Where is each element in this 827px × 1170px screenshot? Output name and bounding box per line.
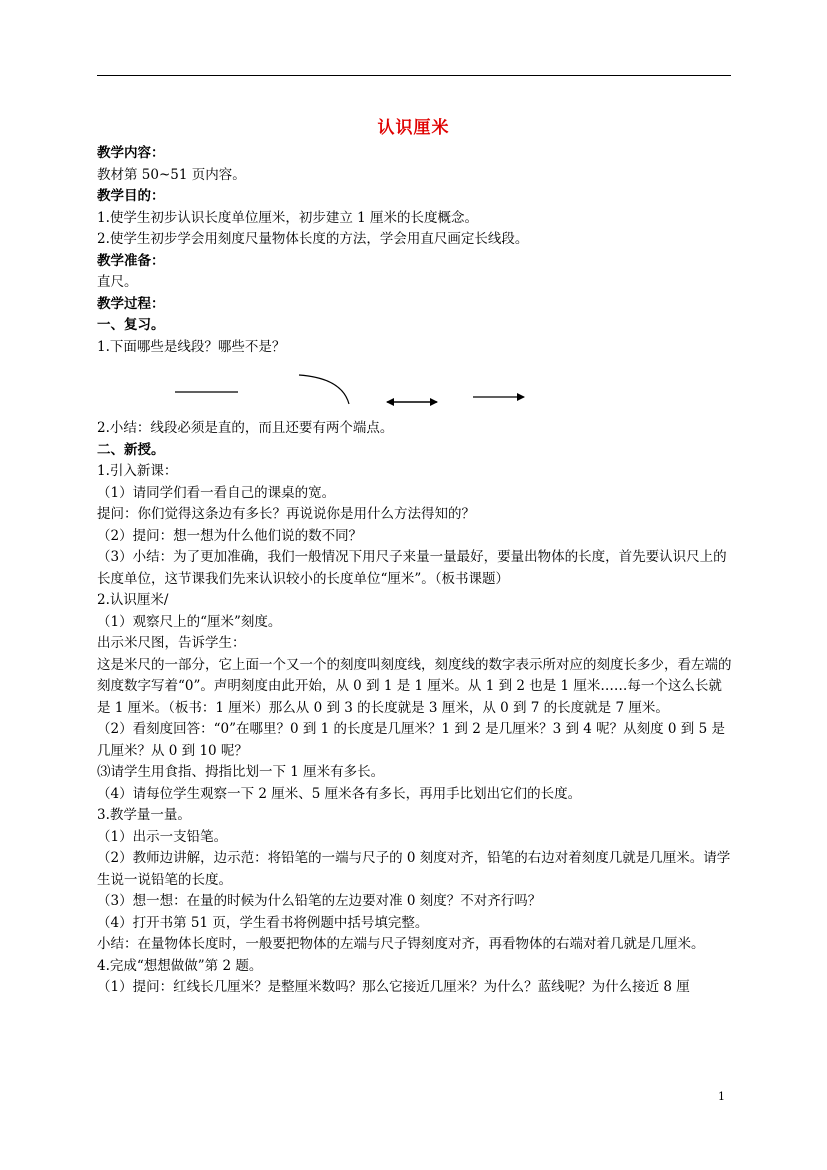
new-2-2: （2）看刻度回答：“0”在哪里？0 到 1 的长度是几厘米？1 到 2 是几厘米？3 到 4 呢？从刻度 0 到 5 是几厘米？从 0 到 10 呢？ xyxy=(97,721,725,759)
new-3-3: （3）想一想：在量的时候为什么铅笔的左边要对准 0 刻度？不对齐行吗？ xyxy=(97,893,542,909)
new-1-question: 提问：你们觉得这条边有多长？再说说你是用什么方法得知的？ xyxy=(97,506,475,522)
content-heading: 教学内容： xyxy=(97,145,165,161)
page-number: 1 xyxy=(718,1090,725,1103)
curve-line xyxy=(299,375,349,404)
new-4-1: （1）提问：红线长几厘米？是整厘米数吗？那么它接近几厘米？为什么？蓝线呢？为什么接近 8 厘 xyxy=(97,979,690,995)
review-heading: 一、复习。 xyxy=(97,317,165,333)
document-body xyxy=(97,143,735,999)
content-text: 教材第 50~51 页内容。 xyxy=(97,166,246,183)
line-segment-figure xyxy=(97,358,735,418)
new-3-2: （2）教师边讲解，边示范：将铅笔的一端与尺子的 0 刻度对齐，铅笔的右边对着刻度几就是几厘米。请学生说一说铅笔的长度。 xyxy=(97,850,731,888)
new-3: 3.教学量一量。 xyxy=(97,807,191,823)
prep-text: 直尺。 xyxy=(97,274,138,290)
goal-item-2: 2.使学生初步学会用刻度尺量物体长度的方法，学会用直尺画定长线段。 xyxy=(97,231,529,247)
new-3-4: （4）打开书第 51 页，学生看书将例题中括号填完整。 xyxy=(97,914,429,931)
new-heading: 二、新授。 xyxy=(97,441,165,458)
page-title: 认识厘米 xyxy=(377,118,450,138)
new-2: 2.认识厘米/ xyxy=(97,592,169,608)
new-1: 1.引入新课： xyxy=(97,463,178,479)
header-rule xyxy=(97,75,731,76)
goal-heading: 教学目的： xyxy=(97,188,165,204)
review-question: 1.下面哪些是线段？哪些不是？ xyxy=(97,338,286,355)
new-3-summary: 小结：在量物体长度时，一般要把物体的左端与尺子锝刻度对齐，再看物体的右端对着几就是几厘米。 xyxy=(97,936,705,952)
new-2-3: ⑶请学生用食指、拇指比划一下 1 厘米有多长。 xyxy=(97,764,385,780)
new-2-1: （1）观察尺上的“厘米”刻度。 xyxy=(97,613,282,630)
goal-item-1: 1.使学生初步认识长度单位厘米，初步建立 1 厘米的长度概念。 xyxy=(97,209,479,226)
new-3-1: （1）出示一支铅笔。 xyxy=(97,828,228,845)
new-2-show: 出示米尺图，告诉学生： xyxy=(97,635,246,651)
new-2-4: （4）请每位学生观察一下 2 厘米、5 厘米各有多长，再用手比划出它们的长度。 xyxy=(97,785,582,802)
review-summary: 2.小结：线段必须是直的，而且还要有两个端点。 xyxy=(97,420,394,436)
new-4: 4.完成“想想做做”第 2 题。 xyxy=(97,957,263,974)
new-1-2: （2）提问：想一想为什么他们说的数不同？ xyxy=(97,527,363,544)
new-1-3: （3）小结：为了更加准确，我们一般情况下用尺子来量一量最好，要量出物体的长度，首先要认识尺上的长度单位，这节课我们先来认识较小的长度单位“厘米”。（板书课题） xyxy=(97,549,727,587)
process-heading: 教学过程： xyxy=(97,295,165,312)
new-2-explanation: 这是米尺的一部分，它上面一个又一个的刻度叫刻度线，刻度线的数字表示所对应的刻度长多少，看左端的刻度数字写着“0”。声明刻度由此开始，从 0 到 1 是 1 厘米。从 1 到 2 也是 1 厘米……每一个这么长就是 1 厘米。（板书：1 厘米）那么从 0 到 3 的长度就是 3 厘米，从 0 到 7 的长度就是 7 厘米。 xyxy=(97,656,732,716)
new-1-1: （1）请同学们看一看自己的课桌的宽。 xyxy=(97,484,336,501)
line-figure-svg xyxy=(97,358,737,418)
prep-heading: 教学准备： xyxy=(97,252,165,269)
